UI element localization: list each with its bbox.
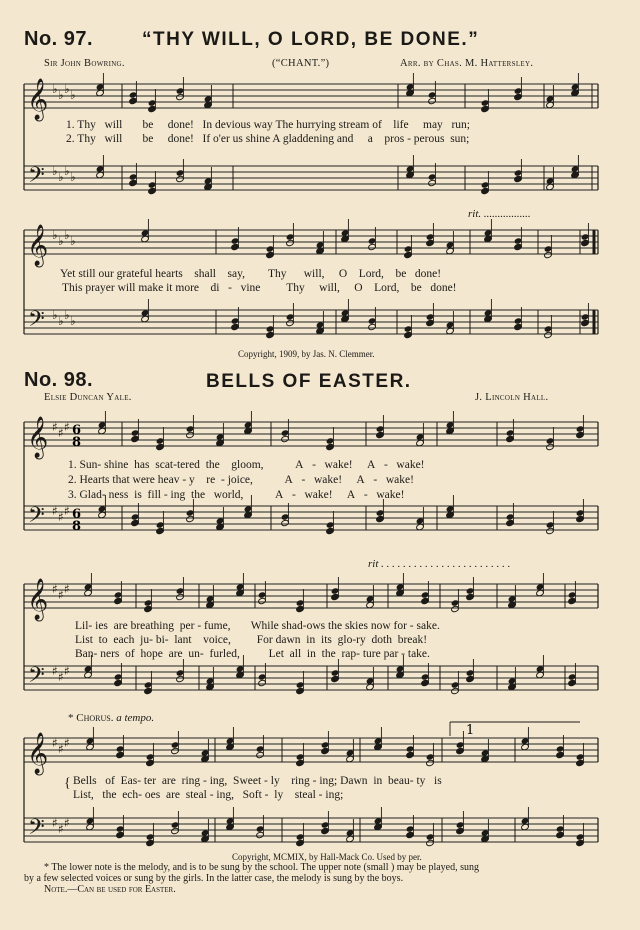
h97-sys1-key-flat: ♭	[58, 170, 64, 184]
h97-sys2-key-flat: ♭	[70, 234, 76, 248]
h98-sys3-key-sharp: ♯	[64, 736, 70, 750]
h98-sys3-bass-clef: 𝄢	[28, 815, 45, 845]
h97-sys2-key-flat: ♭	[64, 308, 70, 322]
hymn-97-verse-1-line-2: Yet still our grateful hearts shall say, Thy will, O Lord, be done!	[60, 268, 442, 280]
hymn-98-verse-1-line-2: Lil- ies are breathing per - fume, While shad-ows the skies now for - sake.	[75, 620, 440, 632]
h98-sys2-key-sharp: ♯	[64, 582, 70, 596]
hymn-97-arranger: Arr. by Chas. M. Hattersley.	[400, 58, 534, 69]
h98-sys1-time-signature-bottom: 8	[72, 519, 82, 534]
hymn-97-verse-2-line-2: This prayer will make it more di - vine Thy will, O Lord, be done!	[62, 282, 457, 294]
hymn-97-rit-mark: rit. .................	[468, 208, 531, 220]
hymn-98-author: Elsie Duncan Yale.	[44, 392, 132, 403]
hymn-98-title: BELLS OF EASTER.	[206, 371, 412, 392]
hymn-98-rit-mark: rit . . . . . . . . . . . . . . . . . . . . . . . .	[368, 558, 511, 570]
h98-sys1-key-sharp: ♯	[64, 420, 70, 434]
chorus-line-2: List, the ech- oes are steal - ing, Soft - ly steal - ing;	[73, 789, 344, 801]
h98-sys1-key-sharp: ♯	[64, 504, 70, 518]
h97-sys2-key-flat: ♭	[58, 234, 64, 248]
hymn-97-title: “THY WILL, O LORD, BE DONE.”	[142, 29, 480, 50]
hymn-98-verse-2-line-1: 2. Hearts that were heav - y re - joice, A - wake! A - wake!	[68, 474, 414, 486]
h98-sys1-key-sharp: ♯	[58, 510, 64, 524]
hymn-98-number: No. 98.	[24, 369, 94, 391]
h98-sys1-time-signature-top: 6	[72, 423, 82, 438]
h97-sys2-key-flat: ♭	[52, 228, 58, 242]
h98-sys3-key-sharp: ♯	[58, 742, 64, 756]
first-ending-mark: 1	[466, 723, 475, 738]
h98-sys3-key-sharp: ♯	[64, 816, 70, 830]
h97-sys2-treble-clef: 𝄞	[27, 225, 49, 266]
hymn-97-author: Sir John Bowring.	[44, 58, 125, 69]
h97-sys2-key-flat: ♭	[58, 314, 64, 328]
footnote-line-2: by a few selected voices or sung by the girls. In the latter case, the melody is sung by the boys.	[24, 873, 404, 884]
h97-sys1-key-flat: ♭	[52, 82, 58, 96]
hymn-98-composer: J. Lincoln Hall.	[475, 392, 549, 403]
hymn-97-verse-2-line-1: 2. Thy will be done! If o'er us shine A gladdening and a pros - perous sun;	[66, 133, 470, 145]
h97-sys1-key-flat: ♭	[64, 82, 70, 96]
h97-sys2-key-flat: ♭	[52, 308, 58, 322]
h98-sys3-treble-clef: 𝄞	[27, 733, 49, 774]
hymn-98-copyright: Copyright, MCMIX, by Hall-Mack Co. Used by per.	[232, 852, 422, 862]
h98-sys2-key-sharp: ♯	[64, 664, 70, 678]
h98-sys2-key-sharp: ♯	[52, 582, 58, 596]
h97-sys1-treble-clef: 𝄞	[27, 79, 49, 120]
h97-sys1-key-flat: ♭	[70, 170, 76, 184]
footnote-line-1: * The lower note is the melody, and is to be sung by the school. The upper note (small ) may be played, sung	[44, 862, 480, 873]
h98-sys2-key-sharp: ♯	[58, 670, 64, 684]
easter-note: Note.—Can be used for Easter.	[44, 884, 176, 895]
h98-sys1-bass-clef: 𝄢	[28, 503, 45, 533]
hymn-98-verse-3-line-1: 3. Glad- ness is fill - ing the world, A - wake! A - wake!	[68, 489, 405, 501]
hymn-98-verse-2-line-2: List to each ju- bi- lant voice, For dawn in its glo-ry doth break!	[75, 634, 428, 646]
h97-sys1-bass-clef: 𝄢	[28, 163, 45, 193]
h98-sys1-time-signature-bottom: 8	[72, 435, 82, 450]
h97-sys1-key-flat: ♭	[52, 164, 58, 178]
h98-sys1-time-signature-top: 6	[72, 507, 82, 522]
h97-sys1-key-flat: ♭	[58, 88, 64, 102]
hymn-97-meter: (“CHANT.”)	[272, 58, 330, 69]
hymn-98-verse-1-line-1: 1. Sun- shine has scat-tered the gloom, A - wake! A - wake!	[68, 459, 425, 471]
h98-sys2-bass-clef: 𝄢	[28, 663, 45, 693]
h98-sys3-key-sharp: ♯	[52, 816, 58, 830]
h98-sys3-key-sharp: ♯	[58, 822, 64, 836]
h98-sys2-key-sharp: ♯	[52, 664, 58, 678]
h98-sys1-key-sharp: ♯	[58, 426, 64, 440]
chorus-line-1: Bells of Eas- ter are ring - ing, Sweet - ly ring - ing; Dawn in beau- ty is	[73, 775, 442, 787]
h98-sys2-treble-clef: 𝄞	[27, 579, 49, 620]
h98-sys1-key-sharp: ♯	[52, 504, 58, 518]
h98-sys1-treble-clef: 𝄞	[27, 417, 49, 458]
h97-sys2-key-flat: ♭	[70, 314, 76, 328]
h98-sys1-key-sharp: ♯	[52, 420, 58, 434]
h97-sys1-key-flat: ♭	[70, 88, 76, 102]
hymn-97-number: No. 97.	[24, 28, 94, 50]
hymn-98-verse-3-line-2: Ban- ners of hope are un- furled, Let all in the rap- ture par - take.	[75, 648, 430, 660]
h97-sys1-key-flat: ♭	[64, 164, 70, 178]
hymn-97-copyright: Copyright, 1909, by Jas. N. Clemmer.	[238, 349, 375, 359]
h98-sys3-key-sharp: ♯	[52, 736, 58, 750]
h97-sys2-key-flat: ♭	[64, 228, 70, 242]
hymn-97-verse-1-line-1: 1. Thy will be done! In devious way The hurrying stream of life may run;	[66, 119, 470, 131]
chorus-brace: {	[64, 776, 71, 791]
h98-sys2-key-sharp: ♯	[58, 588, 64, 602]
chorus-label: * Chorus. a tempo.	[68, 712, 155, 724]
h97-sys2-bass-clef: 𝄢	[28, 307, 45, 337]
